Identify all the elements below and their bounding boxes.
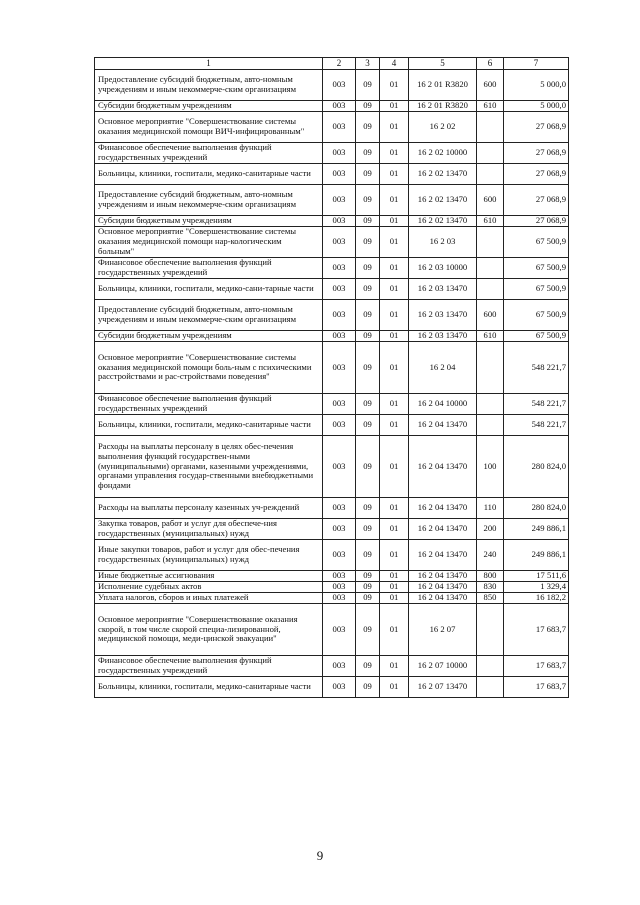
row-col-4: 01 bbox=[380, 415, 409, 436]
row-amount: 249 886,1 bbox=[504, 540, 569, 571]
row-col-4: 01 bbox=[380, 143, 409, 164]
row-code: 16 2 07 bbox=[409, 604, 477, 656]
row-col-3: 09 bbox=[356, 164, 380, 185]
row-name: Основное мероприятие "Совершенствование системы оказания медицинской помощи нар-кологическим больным" bbox=[95, 227, 323, 258]
row-amount: 249 886,1 bbox=[504, 519, 569, 540]
budget-table bbox=[94, 57, 569, 698]
row-col-2: 003 bbox=[323, 331, 356, 342]
row-expense-type: 610 bbox=[477, 216, 504, 227]
row-expense-type bbox=[477, 143, 504, 164]
row-col-3: 09 bbox=[356, 279, 380, 300]
row-col-4: 01 bbox=[380, 227, 409, 258]
row-col-4: 01 bbox=[380, 656, 409, 677]
row-name: Основное мероприятие "Совершенствование системы оказания медицинской помощи ВИЧ-инфицированным" bbox=[95, 112, 323, 143]
row-col-3: 09 bbox=[356, 70, 380, 101]
row-name: Больницы, клиники, госпитали, медико-санитарные части bbox=[95, 415, 323, 436]
row-col-4: 01 bbox=[380, 677, 409, 698]
header-col-2: 2 bbox=[323, 58, 356, 70]
row-col-2: 003 bbox=[323, 656, 356, 677]
row-col-4: 01 bbox=[380, 279, 409, 300]
row-expense-type: 830 bbox=[477, 582, 504, 593]
table-row bbox=[95, 101, 569, 112]
table-row bbox=[95, 342, 569, 394]
row-name: Больницы, клиники, госпитали, медико-санитарные части bbox=[95, 677, 323, 698]
row-name: Финансовое обеспечение выполнения функций государственных учреждений bbox=[95, 143, 323, 164]
row-col-4: 01 bbox=[380, 164, 409, 185]
row-col-3: 09 bbox=[356, 143, 380, 164]
table-row bbox=[95, 216, 569, 227]
row-amount: 17 683,7 bbox=[504, 604, 569, 656]
row-col-4: 01 bbox=[380, 101, 409, 112]
row-col-3: 09 bbox=[356, 342, 380, 394]
row-col-3: 09 bbox=[356, 677, 380, 698]
row-code: 16 2 04 10000 bbox=[409, 394, 477, 415]
row-name: Больницы, клиники, госпитали, медико-санитарные части bbox=[95, 164, 323, 185]
row-code: 16 2 04 13470 bbox=[409, 436, 477, 498]
row-col-3: 09 bbox=[356, 540, 380, 571]
table-row bbox=[95, 331, 569, 342]
row-name: Иные бюджетные ассигнования bbox=[95, 571, 323, 582]
row-col-3: 09 bbox=[356, 593, 380, 604]
row-name: Предоставление субсидий бюджетным, авто-номным учреждениям и иным некоммерче-ским организациям bbox=[95, 300, 323, 331]
table-row bbox=[95, 593, 569, 604]
row-col-2: 003 bbox=[323, 216, 356, 227]
row-col-4: 01 bbox=[380, 593, 409, 604]
row-amount: 27 068,9 bbox=[504, 216, 569, 227]
row-expense-type bbox=[477, 677, 504, 698]
row-expense-type: 600 bbox=[477, 185, 504, 216]
table-row bbox=[95, 279, 569, 300]
row-col-3: 09 bbox=[356, 436, 380, 498]
row-expense-type bbox=[477, 342, 504, 394]
row-name: Финансовое обеспечение выполнения функций государственных учреждений bbox=[95, 258, 323, 279]
row-name: Расходы на выплаты персоналу казенных уч-реждений bbox=[95, 498, 323, 519]
row-amount: 27 068,9 bbox=[504, 143, 569, 164]
row-name: Основное мероприятие "Совершенствование системы оказания медицинской помощи боль-ным с психическими расстройствами и рас-стройствами поведения" bbox=[95, 342, 323, 394]
row-col-2: 003 bbox=[323, 112, 356, 143]
table-row bbox=[95, 394, 569, 415]
row-col-2: 003 bbox=[323, 498, 356, 519]
row-expense-type: 850 bbox=[477, 593, 504, 604]
row-amount: 27 068,9 bbox=[504, 185, 569, 216]
table-row bbox=[95, 258, 569, 279]
row-col-3: 09 bbox=[356, 604, 380, 656]
row-code: 16 2 03 10000 bbox=[409, 258, 477, 279]
header-col-6: 6 bbox=[477, 58, 504, 70]
table-row bbox=[95, 185, 569, 216]
row-col-4: 01 bbox=[380, 582, 409, 593]
row-col-2: 003 bbox=[323, 571, 356, 582]
header-row bbox=[95, 58, 569, 70]
row-col-2: 003 bbox=[323, 582, 356, 593]
row-code: 16 2 04 13470 bbox=[409, 540, 477, 571]
table-row bbox=[95, 143, 569, 164]
row-col-2: 003 bbox=[323, 342, 356, 394]
row-col-4: 01 bbox=[380, 300, 409, 331]
row-amount: 1 329,4 bbox=[504, 582, 569, 593]
row-col-3: 09 bbox=[356, 394, 380, 415]
row-col-2: 003 bbox=[323, 519, 356, 540]
row-expense-type bbox=[477, 112, 504, 143]
row-col-3: 09 bbox=[356, 331, 380, 342]
row-col-3: 09 bbox=[356, 571, 380, 582]
table-row bbox=[95, 540, 569, 571]
table-row bbox=[95, 582, 569, 593]
row-expense-type: 600 bbox=[477, 70, 504, 101]
row-expense-type: 110 bbox=[477, 498, 504, 519]
row-code: 16 2 03 13470 bbox=[409, 300, 477, 331]
row-code: 16 2 01 R3820 bbox=[409, 70, 477, 101]
row-col-3: 09 bbox=[356, 656, 380, 677]
table-row bbox=[95, 571, 569, 582]
table-row bbox=[95, 164, 569, 185]
table-row bbox=[95, 656, 569, 677]
row-col-4: 01 bbox=[380, 498, 409, 519]
row-expense-type bbox=[477, 258, 504, 279]
row-expense-type bbox=[477, 604, 504, 656]
row-col-2: 003 bbox=[323, 593, 356, 604]
row-col-3: 09 bbox=[356, 415, 380, 436]
row-name: Предоставление субсидий бюджетным, авто-номным учреждениям и иным некоммерче-ским организациям bbox=[95, 185, 323, 216]
row-col-4: 01 bbox=[380, 436, 409, 498]
row-name: Основное мероприятие "Совершенствование оказания скорой, в том числе скорой специа-лизированной, медицинской помощи, меди-цинской эвакуации" bbox=[95, 604, 323, 656]
table-row bbox=[95, 227, 569, 258]
row-code: 16 2 07 13470 bbox=[409, 677, 477, 698]
row-expense-type: 240 bbox=[477, 540, 504, 571]
row-amount: 17 683,7 bbox=[504, 677, 569, 698]
row-code: 16 2 04 13470 bbox=[409, 582, 477, 593]
row-expense-type bbox=[477, 279, 504, 300]
row-amount: 16 182,2 bbox=[504, 593, 569, 604]
row-col-4: 01 bbox=[380, 331, 409, 342]
row-amount: 5 000,0 bbox=[504, 101, 569, 112]
table-row bbox=[95, 436, 569, 498]
row-name: Уплата налогов, сборов и иных платежей bbox=[95, 593, 323, 604]
row-col-4: 01 bbox=[380, 540, 409, 571]
row-amount: 67 500,9 bbox=[504, 258, 569, 279]
row-expense-type bbox=[477, 656, 504, 677]
header-col-4: 4 bbox=[380, 58, 409, 70]
row-amount: 27 068,9 bbox=[504, 164, 569, 185]
row-name: Субсидии бюджетным учреждениям bbox=[95, 216, 323, 227]
row-name: Предоставление субсидий бюджетным, авто-номным учреждениям и иным некоммерче-ским организациям bbox=[95, 70, 323, 101]
header-col-3: 3 bbox=[356, 58, 380, 70]
row-code: 16 2 04 13470 bbox=[409, 571, 477, 582]
row-code: 16 2 04 13470 bbox=[409, 519, 477, 540]
table-row bbox=[95, 677, 569, 698]
row-col-3: 09 bbox=[356, 519, 380, 540]
row-expense-type bbox=[477, 394, 504, 415]
row-col-2: 003 bbox=[323, 279, 356, 300]
row-code: 16 2 02 13470 bbox=[409, 185, 477, 216]
row-col-4: 01 bbox=[380, 185, 409, 216]
row-amount: 280 824,0 bbox=[504, 436, 569, 498]
row-code: 16 2 02 bbox=[409, 112, 477, 143]
row-col-2: 003 bbox=[323, 164, 356, 185]
table-row bbox=[95, 498, 569, 519]
row-col-2: 003 bbox=[323, 227, 356, 258]
row-expense-type: 200 bbox=[477, 519, 504, 540]
row-col-2: 003 bbox=[323, 677, 356, 698]
row-expense-type bbox=[477, 164, 504, 185]
table-row bbox=[95, 300, 569, 331]
row-code: 16 2 02 13470 bbox=[409, 164, 477, 185]
row-expense-type bbox=[477, 227, 504, 258]
row-col-4: 01 bbox=[380, 604, 409, 656]
row-col-3: 09 bbox=[356, 101, 380, 112]
row-amount: 548 221,7 bbox=[504, 415, 569, 436]
row-col-3: 09 bbox=[356, 498, 380, 519]
row-code: 16 2 07 10000 bbox=[409, 656, 477, 677]
row-code: 16 2 03 bbox=[409, 227, 477, 258]
row-col-2: 003 bbox=[323, 101, 356, 112]
row-name: Иные закупки товаров, работ и услуг для обес-печения государственных (муниципальных) нужд bbox=[95, 540, 323, 571]
row-col-3: 09 bbox=[356, 216, 380, 227]
row-amount: 548 221,7 bbox=[504, 394, 569, 415]
row-col-3: 09 bbox=[356, 185, 380, 216]
row-col-3: 09 bbox=[356, 582, 380, 593]
row-amount: 17 683,7 bbox=[504, 656, 569, 677]
row-name: Закупка товаров, работ и услуг для обеспече-ния государственных (муниципальных) нужд bbox=[95, 519, 323, 540]
row-code: 16 2 03 13470 bbox=[409, 279, 477, 300]
row-col-2: 003 bbox=[323, 604, 356, 656]
row-amount: 17 511,6 bbox=[504, 571, 569, 582]
row-code: 16 2 04 13470 bbox=[409, 498, 477, 519]
row-expense-type: 610 bbox=[477, 101, 504, 112]
row-col-2: 003 bbox=[323, 143, 356, 164]
row-col-4: 01 bbox=[380, 342, 409, 394]
row-code: 16 2 04 bbox=[409, 342, 477, 394]
row-col-3: 09 bbox=[356, 300, 380, 331]
row-amount: 67 500,9 bbox=[504, 279, 569, 300]
row-expense-type: 610 bbox=[477, 331, 504, 342]
row-code: 16 2 02 13470 bbox=[409, 216, 477, 227]
row-col-4: 01 bbox=[380, 519, 409, 540]
row-name: Больницы, клиники, госпитали, медико-сани-тарные части bbox=[95, 279, 323, 300]
row-col-2: 003 bbox=[323, 415, 356, 436]
row-amount: 280 824,0 bbox=[504, 498, 569, 519]
row-col-2: 003 bbox=[323, 70, 356, 101]
table-row bbox=[95, 112, 569, 143]
row-col-2: 003 bbox=[323, 540, 356, 571]
row-col-2: 003 bbox=[323, 394, 356, 415]
row-amount: 27 068,9 bbox=[504, 112, 569, 143]
row-amount: 67 500,9 bbox=[504, 331, 569, 342]
row-amount: 548 221,7 bbox=[504, 342, 569, 394]
row-col-4: 01 bbox=[380, 70, 409, 101]
header-col-1: 1 bbox=[95, 58, 323, 70]
row-col-2: 003 bbox=[323, 300, 356, 331]
table-row bbox=[95, 70, 569, 101]
row-col-2: 003 bbox=[323, 436, 356, 498]
row-code: 16 2 03 13470 bbox=[409, 331, 477, 342]
row-name: Расходы на выплаты персоналу в целях обес-печения выполнения функций государствен-ными (муниципальными) органами, казенными учреждениями, органами управления государ-ственными внебюджетными фондами bbox=[95, 436, 323, 498]
row-expense-type bbox=[477, 415, 504, 436]
row-code: 16 2 01 R3820 bbox=[409, 101, 477, 112]
row-name: Финансовое обеспечение выполнения функций государственных учреждений bbox=[95, 656, 323, 677]
table-body bbox=[95, 70, 569, 698]
row-col-4: 01 bbox=[380, 216, 409, 227]
row-col-4: 01 bbox=[380, 258, 409, 279]
row-code: 16 2 02 10000 bbox=[409, 143, 477, 164]
row-col-3: 09 bbox=[356, 227, 380, 258]
page-number: 9 bbox=[316, 848, 324, 863]
row-name: Субсидии бюджетным учреждениям bbox=[95, 331, 323, 342]
row-col-3: 09 bbox=[356, 112, 380, 143]
header-col-7: 7 bbox=[504, 58, 569, 70]
row-amount: 67 500,9 bbox=[504, 227, 569, 258]
row-col-4: 01 bbox=[380, 571, 409, 582]
row-col-4: 01 bbox=[380, 112, 409, 143]
table-row bbox=[95, 519, 569, 540]
row-name: Исполнение судебных актов bbox=[95, 582, 323, 593]
row-expense-type: 100 bbox=[477, 436, 504, 498]
row-amount: 5 000,0 bbox=[504, 70, 569, 101]
row-col-4: 01 bbox=[380, 394, 409, 415]
row-code: 16 2 04 13470 bbox=[409, 593, 477, 604]
row-amount: 67 500,9 bbox=[504, 300, 569, 331]
row-code: 16 2 04 13470 bbox=[409, 415, 477, 436]
row-col-3: 09 bbox=[356, 258, 380, 279]
table-header bbox=[95, 58, 569, 70]
table-row bbox=[95, 415, 569, 436]
table-row bbox=[95, 604, 569, 656]
row-col-2: 003 bbox=[323, 258, 356, 279]
row-col-2: 003 bbox=[323, 185, 356, 216]
row-name: Субсидии бюджетным учреждениям bbox=[95, 101, 323, 112]
row-name: Финансовое обеспечение выполнения функций государственных учреждений bbox=[95, 394, 323, 415]
row-expense-type: 600 bbox=[477, 300, 504, 331]
row-expense-type: 800 bbox=[477, 571, 504, 582]
header-col-5: 5 bbox=[409, 58, 477, 70]
